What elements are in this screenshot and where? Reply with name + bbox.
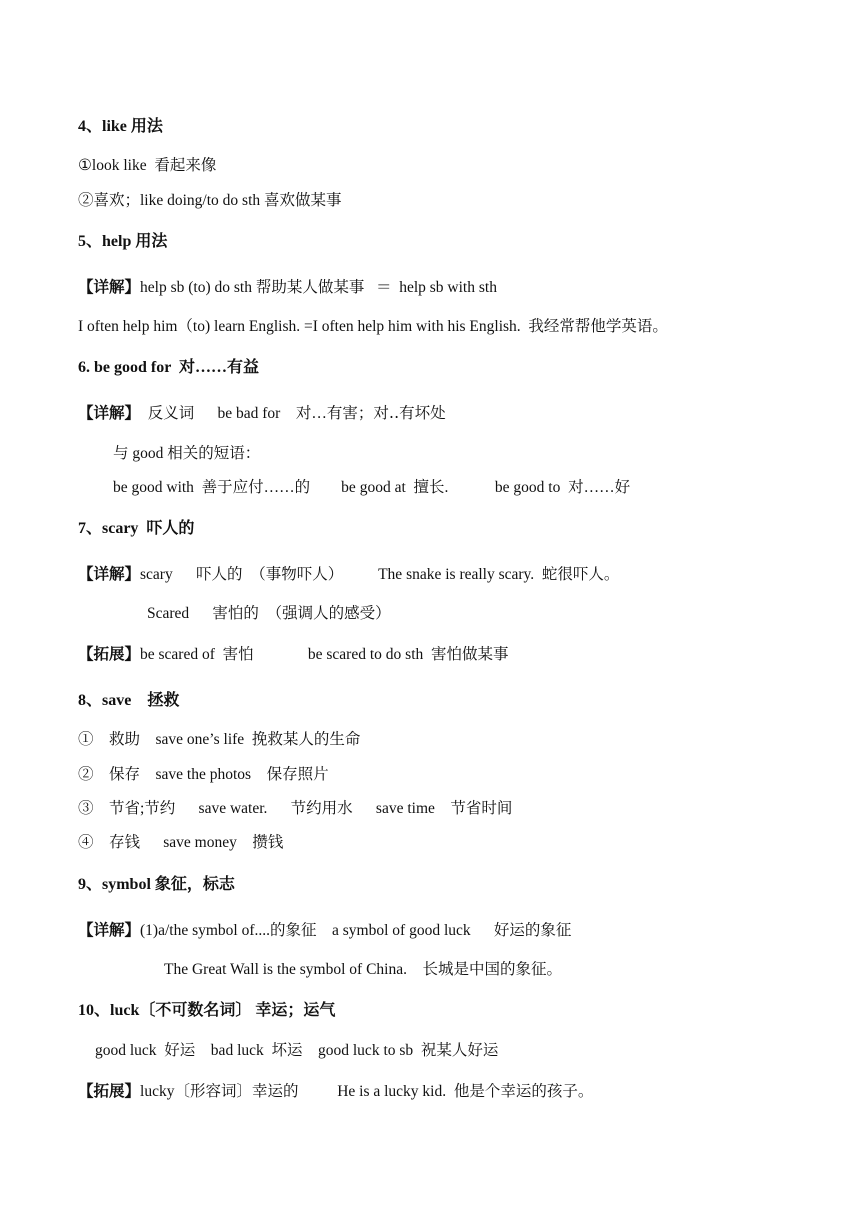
like-line-1: ①look like 看起来像 <box>78 157 217 174</box>
detail-tag: 【详解】 <box>78 405 141 422</box>
detail-tag: 【详解】 <box>78 922 141 939</box>
scary-extension <box>78 644 509 666</box>
help-example: I often help him（to) learn English. =I often help him with his English. 我经常帮他学英语。 <box>78 318 668 335</box>
save-item-2: ② 保存 save the photos 保存照片 <box>78 766 329 783</box>
symbol-detail-text: (1)a/the symbol of....的象征 a symbol of good luck 好运的象征 <box>140 922 572 939</box>
symbol-detail <box>78 920 571 942</box>
good-for-detail-text: 反义词 be bad for 对…有害；对‥有坏处 <box>140 405 446 422</box>
extension-tag: 【拓展】 <box>78 1083 141 1100</box>
good-phrases-list: be good with 善于应付……的 be good at 擅长. be good to 对……好 <box>113 479 631 496</box>
scared-line: Scared 害怕的 （强调人的感受） <box>147 605 391 622</box>
scary-detail <box>78 564 619 586</box>
like-line-2: ②喜欢；like doing/to do sth 喜欢做某事 <box>78 192 342 209</box>
heading-symbol: 9、symbol 象征，标志 <box>78 876 235 893</box>
scary-extension-text: be scared of 害怕 be scared to do sth 害怕做某事 <box>140 646 509 663</box>
luck-phrases: good luck 好运 bad luck 坏运 good luck to sb 祝某人好运 <box>95 1042 499 1059</box>
heading-be-good-for: 6. be good for 对……有益 <box>78 359 260 376</box>
heading-save: 8、save 拯救 <box>78 692 180 709</box>
help-detail-text: help sb (to) do sth 帮助某人做某事 ＝ help sb with sth <box>140 279 497 296</box>
help-detail <box>78 277 497 299</box>
scary-detail-text: scary 吓人的 （事物吓人） The snake is really scary. 蛇很吓人。 <box>140 566 620 583</box>
save-item-4: ④ 存钱 save money 攒钱 <box>78 834 284 851</box>
heading-like: 4、like 用法 <box>78 118 163 135</box>
luck-extension-text: lucky〔形容词〕幸运的 He is a lucky kid. 他是个幸运的孩子。 <box>140 1083 594 1100</box>
detail-tag: 【详解】 <box>78 279 141 296</box>
heading-luck: 10、luck〔不可数名词〕 幸运；运气 <box>78 1002 336 1019</box>
extension-tag: 【拓展】 <box>78 646 141 663</box>
detail-tag: 【详解】 <box>78 566 141 583</box>
luck-extension <box>78 1081 593 1103</box>
heading-scary: 7、scary 吓人的 <box>78 520 195 537</box>
good-for-detail <box>78 403 446 425</box>
good-phrases-intro: 与 good 相关的短语： <box>113 445 261 462</box>
heading-help: 5、help 用法 <box>78 233 168 250</box>
symbol-example: The Great Wall is the symbol of China. 长城是中国的象征。 <box>164 961 562 978</box>
save-item-1: ① 救助 save one’s life 挽救某人的生命 <box>78 731 361 748</box>
save-item-3: ③ 节省;节约 save water. 节约用水 save time 节省时间 <box>78 800 513 817</box>
